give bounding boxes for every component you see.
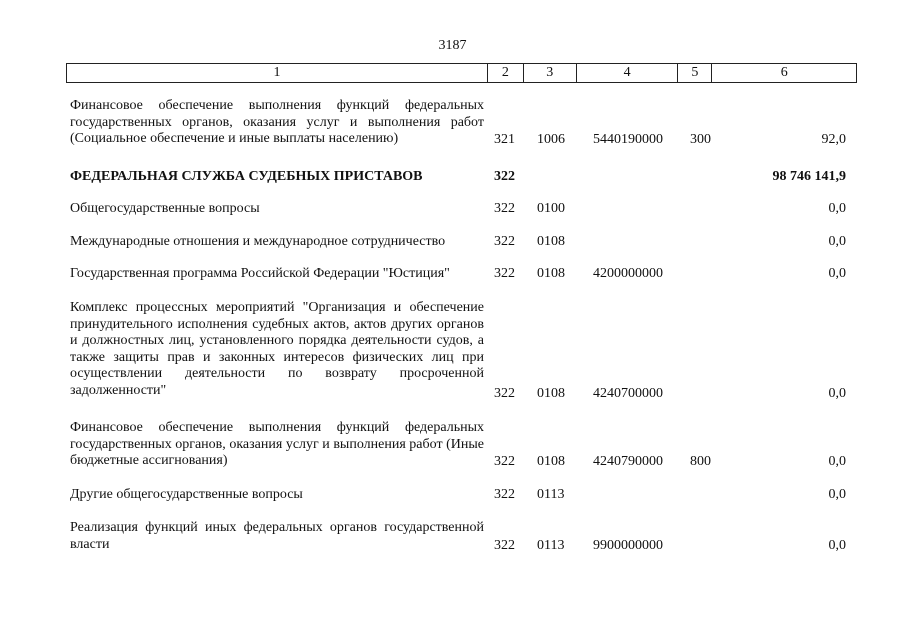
row-rz: 0108 xyxy=(537,234,565,249)
row-gl: 322 xyxy=(494,454,515,469)
row-rz: 0108 xyxy=(537,266,565,281)
row-rz: 1006 xyxy=(537,132,565,147)
row-cs: 9900000000 xyxy=(593,538,663,553)
table-row xyxy=(70,201,850,219)
header-col-5: 5 xyxy=(678,64,712,82)
page-number: 3187 xyxy=(438,38,467,53)
row-amount: 0,0 xyxy=(828,234,846,249)
header-col-3: 3 xyxy=(524,64,577,82)
header-col-4: 4 xyxy=(577,64,679,82)
row-cs: 4200000000 xyxy=(593,266,663,281)
row-description: Общегосударственные вопросы xyxy=(70,201,260,216)
table-row xyxy=(70,234,850,252)
row-gl: 322 xyxy=(494,169,515,184)
row-cs: 5440190000 xyxy=(593,132,663,147)
table-header xyxy=(66,63,857,83)
row-amount: 0,0 xyxy=(828,538,846,553)
row-cs: 4240700000 xyxy=(593,386,663,401)
row-vr: 800 xyxy=(690,454,711,469)
table-row xyxy=(70,420,850,472)
row-amount: 0,0 xyxy=(828,386,846,401)
table-row xyxy=(70,487,850,505)
header-col-1: 1 xyxy=(67,64,488,82)
row-amount: 0,0 xyxy=(828,487,846,502)
row-rz: 0113 xyxy=(537,487,565,502)
row-gl: 322 xyxy=(494,487,515,502)
row-description: Финансовое обеспечение выполнения функций федеральных государственных органов, оказания услуг и выполнения работ (Иные бюджетные ассигнования) xyxy=(70,420,484,469)
row-description: Другие общегосударственные вопросы xyxy=(70,487,303,502)
row-gl: 322 xyxy=(494,234,515,249)
header-col-2: 2 xyxy=(488,64,524,82)
row-cs: 4240790000 xyxy=(593,454,663,469)
row-description: Финансовое обеспечение выполнения функций федеральных государственных органов, оказания услуг и выполнения работ (Социальное обеспечение и иные выплаты населению) xyxy=(70,98,484,147)
row-amount: 98 746 141,9 xyxy=(772,169,846,184)
row-amount: 0,0 xyxy=(828,454,846,469)
row-description: Комплекс процессных мероприятий "Организация и обеспечение принудительного исполнения судебных актов, актов других органов и должностных лиц, установленного порядка деятельности судов, а также защиты прав и законных интересов физических лиц при осуществлении деятельности по возврату просроченной задолженности" xyxy=(70,300,484,398)
table-row xyxy=(70,169,850,187)
row-description: Реализация функций иных федеральных органов государственной власти xyxy=(70,520,484,552)
row-gl: 321 xyxy=(494,132,515,147)
row-rz: 0100 xyxy=(537,201,565,216)
table-row xyxy=(70,266,850,284)
row-rz: 0113 xyxy=(537,538,565,553)
row-amount: 0,0 xyxy=(828,266,846,281)
row-amount: 0,0 xyxy=(828,201,846,216)
row-gl: 322 xyxy=(494,386,515,401)
row-gl: 322 xyxy=(494,266,515,281)
row-description: ФЕДЕРАЛЬНАЯ СЛУЖБА СУДЕБНЫХ ПРИСТАВОВ xyxy=(70,169,423,184)
table-row xyxy=(70,520,850,556)
row-rz: 0108 xyxy=(537,386,565,401)
row-gl: 322 xyxy=(494,538,515,553)
row-gl: 322 xyxy=(494,201,515,216)
row-rz: 0108 xyxy=(537,454,565,469)
row-amount: 92,0 xyxy=(821,132,846,147)
header-col-6: 6 xyxy=(780,65,788,80)
table-row xyxy=(70,98,850,150)
table-row xyxy=(70,300,850,402)
row-description: Международные отношения и международное сотрудничество xyxy=(70,234,446,249)
row-description: Государственная программа Российской Федерации "Юстиция" xyxy=(70,266,450,281)
row-vr: 300 xyxy=(690,132,711,147)
